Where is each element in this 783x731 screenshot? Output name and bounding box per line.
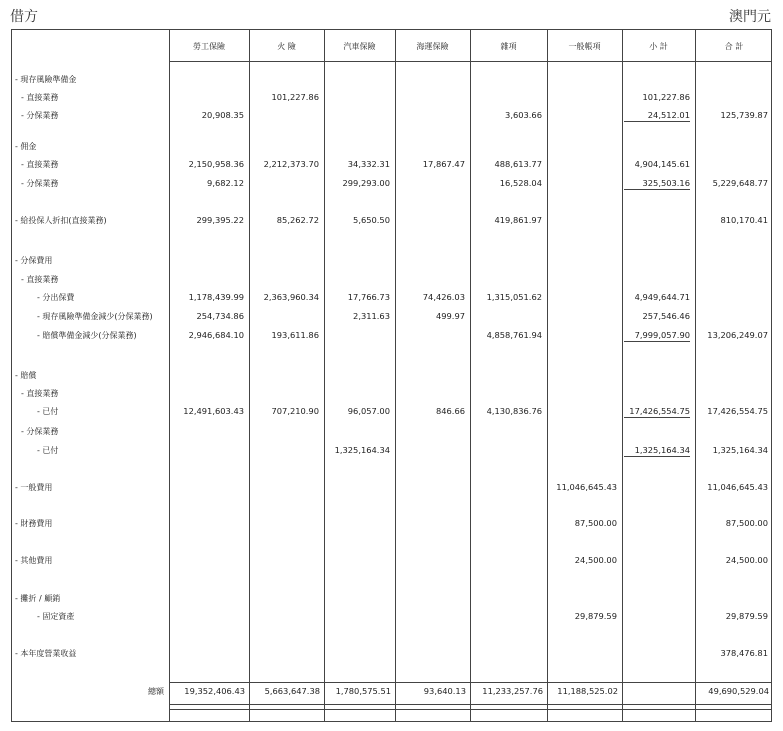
row-label: - 一般費用 — [15, 483, 53, 492]
amount-cell: 499.97 — [435, 311, 465, 321]
amount-cell: 17,766.73 — [347, 292, 390, 302]
row-label: - 分保業務 — [21, 179, 59, 188]
amount-cell: 707,210.90 — [271, 406, 319, 416]
column-header: 雜項 — [500, 42, 517, 51]
column-rule — [695, 30, 696, 721]
row-label: - 直接業務 — [21, 160, 59, 169]
amount-cell: 1,325,164.34 — [624, 445, 690, 457]
amount-cell: 24,512.01 — [624, 110, 690, 122]
total-amount-cell: 1,780,575.51 — [335, 686, 391, 696]
column-header: 汽車保險 — [343, 42, 376, 51]
amount-cell: 4,858,761.94 — [486, 330, 542, 340]
amount-cell: 1,325,164.34 — [712, 445, 768, 455]
amount-cell: 96,057.00 — [347, 406, 390, 416]
row-label: - 佣金 — [15, 142, 37, 151]
amount-cell: 5,650.50 — [353, 215, 390, 225]
column-header: 一般帳項 — [568, 42, 601, 51]
amount-cell: 24,500.00 — [574, 555, 617, 565]
amount-cell: 12,491,603.43 — [183, 406, 244, 416]
amount-cell: 4,949,644.71 — [634, 292, 690, 302]
row-label: - 分出保費 — [37, 293, 75, 302]
row-label: - 現存風險準備金減少(分保業務) — [37, 312, 153, 321]
amount-cell: 4,904,145.61 — [634, 159, 690, 169]
amount-cell: 299,293.00 — [342, 178, 390, 188]
amount-cell: 2,212,373.70 — [263, 159, 319, 169]
amount-cell: 24,500.00 — [725, 555, 768, 565]
total-amount-cell: 5,663,647.38 — [264, 686, 320, 696]
amount-cell: 7,999,057.90 — [624, 330, 690, 342]
row-rule — [169, 61, 771, 62]
column-header: 海運保險 — [416, 42, 449, 51]
ledger-table — [11, 29, 772, 722]
amount-cell: 193,611.86 — [271, 330, 319, 340]
amount-cell: 299,395.22 — [196, 215, 244, 225]
amount-cell: 4,130,836.76 — [486, 406, 542, 416]
row-label: - 本年度營業收益 — [15, 649, 77, 658]
amount-cell: 1,315,051.62 — [486, 292, 542, 302]
amount-cell: 1,325,164.34 — [334, 445, 390, 455]
amount-cell: 101,227.86 — [642, 92, 690, 102]
row-label: - 分保業務 — [21, 111, 59, 120]
column-header: 火 險 — [277, 42, 296, 51]
row-rule — [169, 682, 771, 683]
column-rule — [470, 30, 471, 721]
amount-cell: 5,229,648.77 — [712, 178, 768, 188]
row-label: - 分保費用 — [15, 256, 53, 265]
amount-cell: 11,046,645.43 — [556, 482, 617, 492]
amount-cell: 846.66 — [435, 406, 465, 416]
row-label: - 已付 — [37, 446, 59, 455]
column-rule — [395, 30, 396, 721]
amount-cell: 13,206,249.07 — [707, 330, 768, 340]
column-rule — [169, 30, 170, 721]
row-label: - 其他費用 — [15, 556, 53, 565]
column-rule — [622, 30, 623, 721]
row-label: - 攤折 / 顧銷 — [15, 594, 61, 603]
row-label: - 給投保人折扣(直接業務) — [15, 216, 107, 225]
amount-cell: 2,150,958.36 — [188, 159, 244, 169]
amount-cell: 2,311.63 — [353, 311, 390, 321]
amount-cell: 101,227.86 — [271, 92, 319, 102]
header-left-label: 借方 — [10, 9, 38, 25]
total-amount-cell: 19,352,406.43 — [184, 686, 245, 696]
amount-cell: 9,682.12 — [207, 178, 244, 188]
amount-cell: 1,178,439.99 — [188, 292, 244, 302]
amount-cell: 16,528.04 — [499, 178, 542, 188]
column-rule — [324, 30, 325, 721]
column-header: 勞工保險 — [193, 42, 225, 51]
amount-cell: 257,546.46 — [642, 311, 690, 321]
amount-cell: 29,879.59 — [574, 611, 617, 621]
amount-cell: 29,879.59 — [725, 611, 768, 621]
row-rule — [169, 709, 771, 710]
row-label: - 直接業務 — [21, 275, 59, 284]
row-label: - 固定資產 — [37, 612, 75, 621]
total-amount-cell: 11,233,257.76 — [482, 686, 543, 696]
row-label: - 直接業務 — [21, 389, 59, 398]
amount-cell: 74,426.03 — [422, 292, 465, 302]
amount-cell: 488,613.77 — [494, 159, 542, 169]
amount-cell: 3,603.66 — [505, 110, 542, 120]
column-rule — [249, 30, 250, 721]
row-label: - 已付 — [37, 407, 59, 416]
column-header: 小 計 — [649, 42, 668, 51]
amount-cell: 419,861.97 — [494, 215, 542, 225]
header-currency-label: 澳門元 — [729, 9, 771, 25]
amount-cell: 11,046,645.43 — [707, 482, 768, 492]
total-amount-cell: 11,188,525.02 — [557, 686, 618, 696]
row-label: - 賠償 — [15, 371, 37, 380]
column-rule — [547, 30, 548, 721]
row-label: - 分保業務 — [21, 427, 59, 436]
amount-cell: 34,332.31 — [347, 159, 390, 169]
amount-cell: 20,908.35 — [201, 110, 244, 120]
amount-cell: 125,739.87 — [720, 110, 768, 120]
amount-cell: 325,503.16 — [624, 178, 690, 190]
amount-cell: 254,734.86 — [196, 311, 244, 321]
amount-cell: 2,363,960.34 — [263, 292, 319, 302]
amount-cell: 17,426,554.75 — [624, 406, 690, 418]
amount-cell: 17,867.47 — [422, 159, 465, 169]
total-amount-cell: 93,640.13 — [423, 686, 466, 696]
row-rule — [169, 704, 771, 705]
amount-cell: 17,426,554.75 — [707, 406, 768, 416]
amount-cell: 85,262.72 — [276, 215, 319, 225]
amount-cell: 2,946,684.10 — [188, 330, 244, 340]
total-amount-cell: 49,690,529.04 — [708, 686, 769, 696]
amount-cell: 378,476.81 — [720, 648, 768, 658]
row-label: - 財務費用 — [15, 519, 53, 528]
row-label: - 現存風險準備金 — [15, 75, 77, 84]
amount-cell: 810,170.41 — [720, 215, 768, 225]
column-header: 合 計 — [724, 42, 744, 51]
amount-cell: 87,500.00 — [725, 518, 768, 528]
row-label: - 賠償準備金減少(分保業務) — [37, 331, 137, 340]
total-label: 總額 — [148, 687, 164, 696]
row-label: - 直接業務 — [21, 93, 59, 102]
amount-cell: 87,500.00 — [574, 518, 617, 528]
